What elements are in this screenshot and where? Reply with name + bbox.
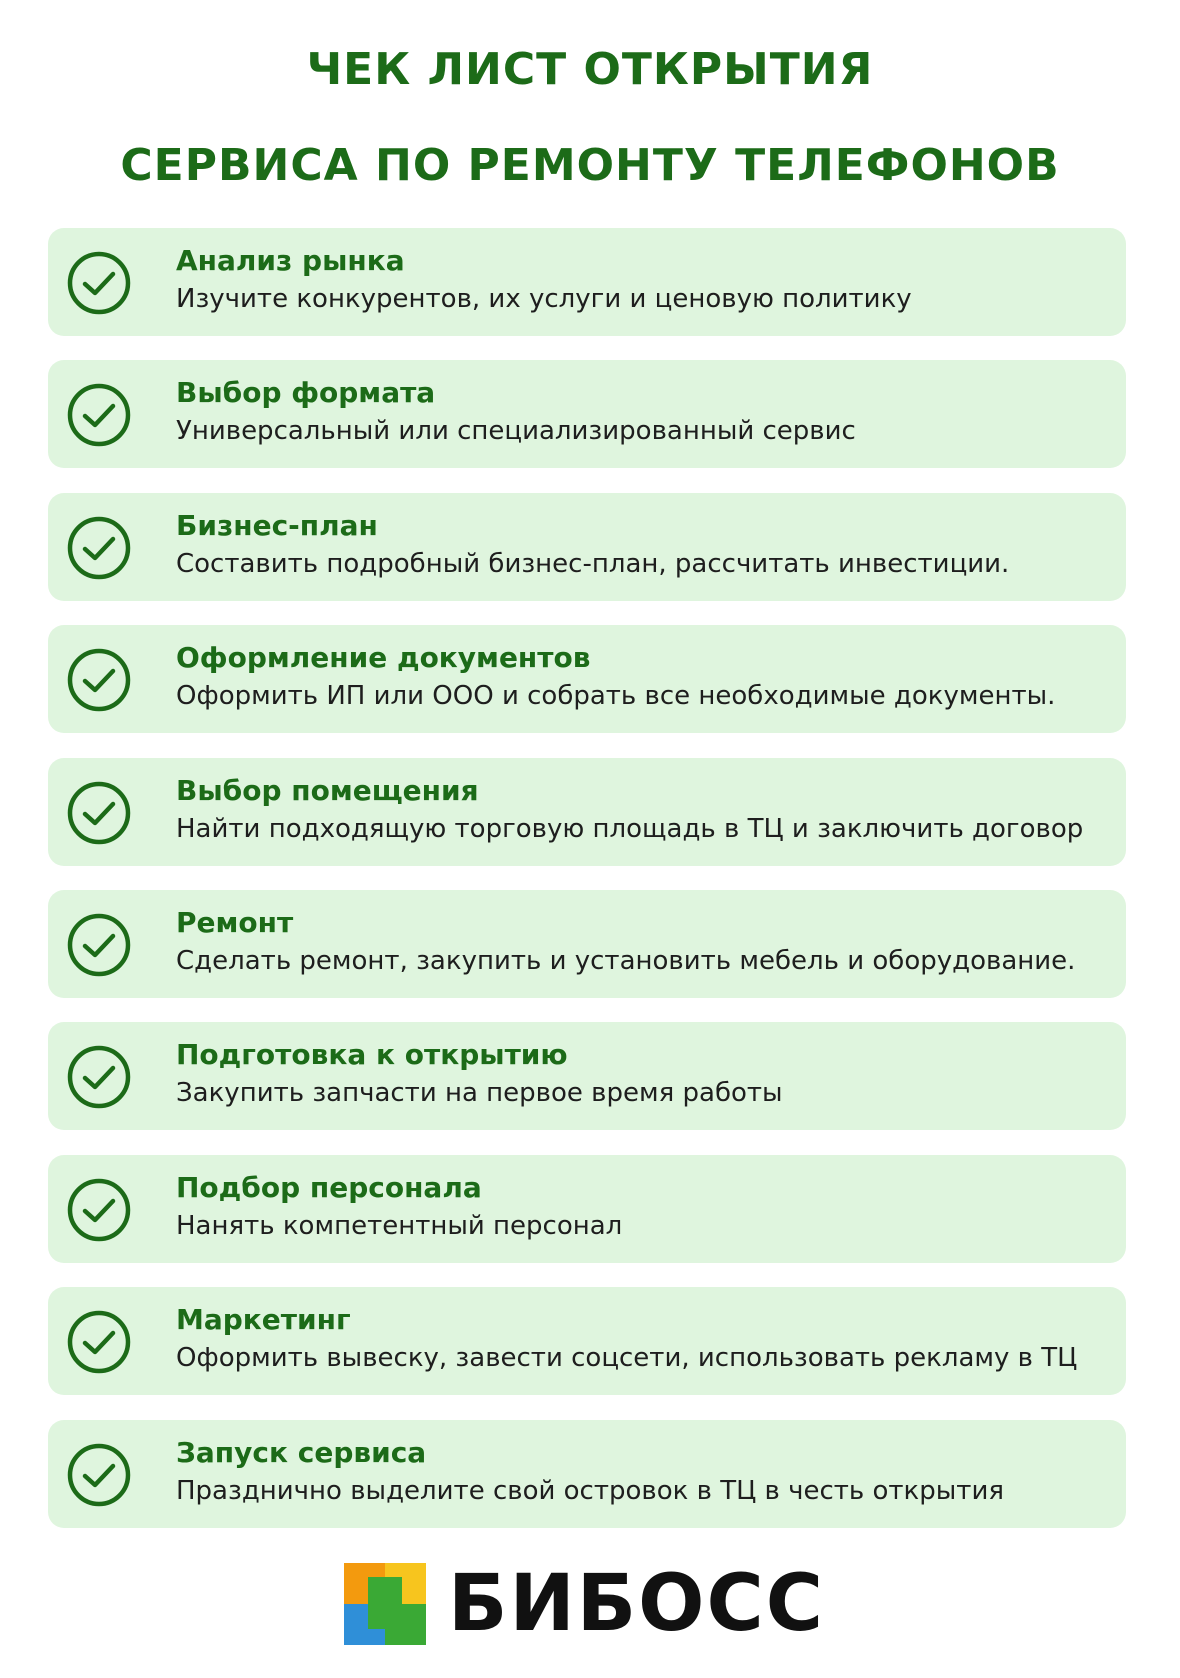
brand-logo bbox=[344, 1559, 844, 1649]
check-circle-icon bbox=[66, 1309, 132, 1375]
bibos-logo-icon bbox=[344, 1563, 426, 1645]
checklist-item-title: Оформление документов bbox=[176, 641, 591, 675]
check-circle-icon bbox=[66, 1177, 132, 1243]
checklist-item bbox=[48, 625, 1126, 733]
checklist-item bbox=[48, 1287, 1126, 1395]
checklist-item bbox=[48, 1155, 1126, 1263]
checklist-item-title: Маркетинг bbox=[176, 1303, 351, 1337]
checklist-item-description: Составить подробный бизнес-план, рассчитать инвестиции. bbox=[176, 548, 1010, 579]
checklist-item bbox=[48, 890, 1126, 998]
checklist-item-title: Подбор персонала bbox=[176, 1170, 482, 1204]
check-circle-icon bbox=[66, 382, 132, 448]
checklist-item bbox=[48, 228, 1126, 336]
checklist-item-description: Закупить запчасти на первое время работы bbox=[176, 1078, 783, 1109]
checklist-item-title: Подготовка к открытию bbox=[176, 1038, 568, 1072]
checklist-item-title: Запуск сервиса bbox=[176, 1435, 427, 1469]
checklist-item-description: Универсальный или специализированный сервис bbox=[176, 416, 856, 447]
checklist-item-description: Оформить ИП или ООО и собрать все необходимые документы. bbox=[176, 681, 1056, 712]
check-circle-icon bbox=[66, 780, 132, 846]
checklist-item bbox=[48, 360, 1126, 468]
checklist bbox=[48, 228, 1126, 1552]
checklist-item-description: Нанять компетентный персонал bbox=[176, 1210, 623, 1241]
check-circle-icon bbox=[66, 912, 132, 978]
checklist-item-description: Оформить вывеску, завести соцсети, использовать рекламу в ТЦ bbox=[176, 1343, 1078, 1374]
check-circle-icon bbox=[66, 647, 132, 713]
checklist-item bbox=[48, 493, 1126, 601]
checklist-item bbox=[48, 1420, 1126, 1528]
checklist-item-description: Сделать ремонт, закупить и установить мебель и оборудование. bbox=[176, 945, 1076, 976]
check-circle-icon bbox=[66, 515, 132, 581]
check-circle-icon bbox=[66, 1442, 132, 1508]
page-title-line-2: СЕРВИСА ПО РЕМОНТУ ТЕЛЕФОНОВ bbox=[120, 140, 1060, 191]
checklist-item-description: Празднично выделите свой островок в ТЦ в честь открытия bbox=[176, 1475, 1004, 1506]
checklist-item-description: Найти подходящую торговую площадь в ТЦ и заключить договор bbox=[176, 813, 1084, 844]
checklist-item bbox=[48, 758, 1126, 866]
checklist-item-description: Изучите конкурентов, их услуги и ценовую политику bbox=[176, 284, 912, 314]
checklist-item-title: Бизнес-план bbox=[176, 508, 378, 542]
brand-name: БИБОСС bbox=[448, 1559, 825, 1649]
page-title-line-1: ЧЕК ЛИСТ ОТКРЫТИЯ bbox=[306, 44, 874, 95]
check-circle-icon bbox=[66, 250, 132, 316]
checklist-item-title: Выбор помещения bbox=[176, 773, 479, 807]
checklist-item-title: Ремонт bbox=[176, 905, 294, 939]
checklist-item bbox=[48, 1022, 1126, 1130]
check-circle-icon bbox=[66, 1044, 132, 1110]
checklist-item-title: Выбор формата bbox=[176, 376, 436, 410]
checklist-item-title: Анализ рынка bbox=[176, 244, 405, 277]
